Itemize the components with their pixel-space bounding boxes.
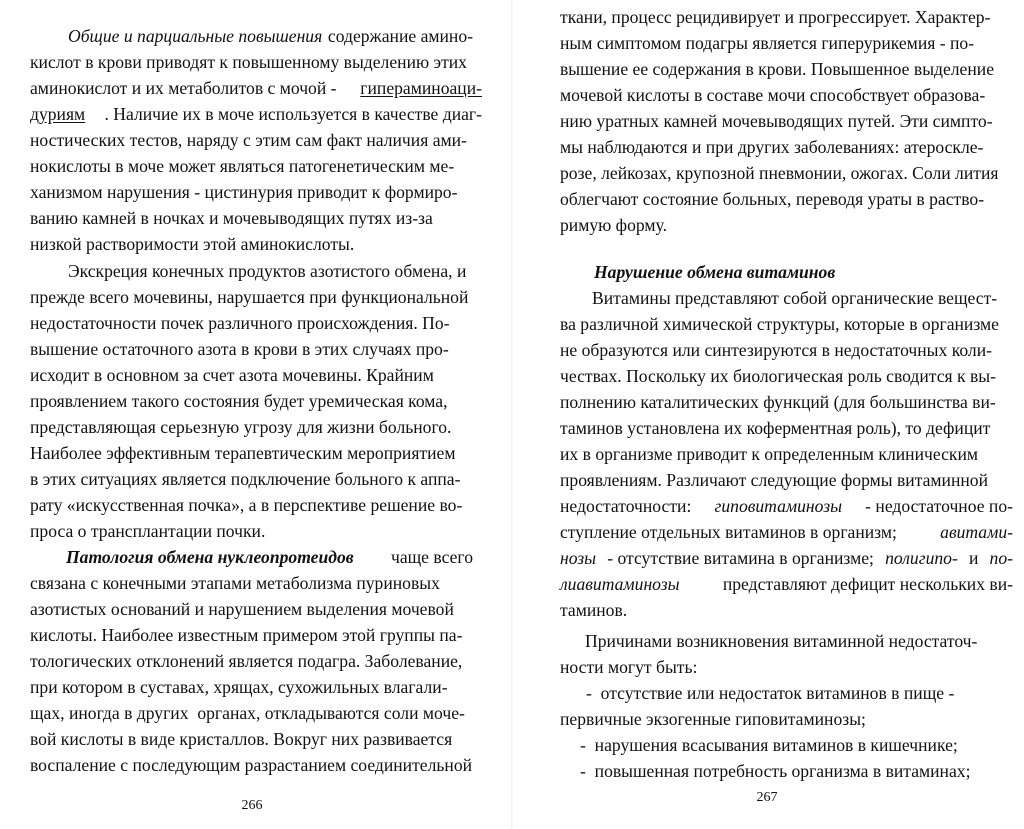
left-page-line — [30, 205, 482, 231]
right-page-text-segment: таминов. — [560, 600, 628, 620]
left-page-text-segment: чаще всего — [390, 547, 473, 567]
right-page-line — [560, 519, 1013, 545]
right-page-line — [560, 597, 1013, 623]
left-page-text-segment: тологических отклонений является подагра. Заболевание, — [30, 651, 463, 671]
right-page-text-segment: таминов установлена их коферментная роль), то дефицит — [560, 418, 991, 438]
right-page-text-segment: нию уратных камней мочевыводящих путей. Эти симпто- — [560, 111, 993, 131]
right-page-line — [560, 415, 1013, 441]
left-page-line — [66, 544, 473, 570]
left-page-text-segment: кислот в крови приводят к повышенному выделению этих — [30, 52, 467, 72]
right-page-line — [560, 467, 1013, 493]
left-page-line — [30, 310, 482, 336]
right-page-text-segment: - повышенная потребность организма в витаминах; — [580, 761, 971, 781]
right-page-text-segment: облегчают состояние больных, переводя ураты в раство- — [560, 189, 985, 209]
right-page-line — [560, 82, 1013, 108]
left-page-line — [30, 570, 473, 596]
right-page-line — [560, 389, 1013, 415]
right-page-text-segment: - отсутствие или недостаток витаминов в пище - — [586, 683, 955, 703]
left-page-text-segment: Патология обмена нуклеопротеидов — [66, 547, 354, 567]
right-page-text-segment: проявлениям. Различают следующие формы витаминной — [560, 470, 989, 490]
right-page-line — [560, 311, 1013, 337]
right-page-text-segment: Причинами возникновения витаминной недостаточ- — [585, 631, 978, 651]
left-page-line — [30, 648, 473, 674]
right-page-line — [560, 30, 1013, 56]
right-page-text-segment: мы наблюдаются и при других заболеваниях: атероскле- — [560, 137, 984, 157]
left-page-text-segment: кислоты. Наиболее известным примером этой группы па- — [30, 625, 463, 645]
left-page-line — [30, 127, 482, 153]
right-page-text-segment: ным симптомом подагры является гиперурикемия - по- — [560, 33, 975, 53]
left-page-text-segment: исходит в основном за счет азота мочевины. Крайним — [30, 365, 434, 385]
right-page-line — [585, 628, 1000, 654]
left-page-text-segment: в этих ситуациях является подключение больного к аппа- — [30, 469, 461, 489]
left-page-line — [30, 179, 482, 205]
right-page-line — [560, 545, 1013, 571]
left-page-text-segment: связана с конечными этапами метаболизма пуриновых — [30, 573, 440, 593]
left-page-text-segment: проса о трансплантации почки. — [30, 521, 266, 541]
left-page-line — [30, 466, 482, 492]
right-page-line — [580, 732, 1000, 758]
left-page-line — [30, 153, 482, 179]
right-page-text-segment: лиавитаминозы — [560, 574, 680, 594]
left-page-text-segment: Наиболее эффективным терапевтическим мероприятием — [30, 443, 456, 463]
right-page-text-segment: нозы — [560, 548, 597, 568]
right-page-line — [560, 493, 1013, 519]
left-page-line — [30, 75, 482, 101]
page-number-right: 267 — [756, 790, 778, 805]
left-page-line — [30, 231, 482, 257]
left-page-line — [30, 440, 482, 466]
right-page-line — [560, 706, 1000, 732]
left-page-text-segment: Общие и парциальные повышения — [68, 26, 323, 46]
left-page-line — [30, 596, 473, 622]
right-page-line — [560, 571, 1013, 597]
left-page-line — [30, 518, 482, 544]
left-page-line — [30, 284, 482, 310]
left-page-text-segment: при котором в суставах, хрящах, сухожильных влагали- — [30, 677, 448, 697]
right-page-text-segment: по- — [989, 548, 1013, 568]
right-page-line — [560, 441, 1013, 467]
left-page-line — [68, 258, 482, 284]
right-page-text-segment: чествах. Поскольку их биологическая роль сводится к вы- — [560, 366, 996, 386]
left-page-text-segment: Экскреция конечных продуктов азотистого обмена, и — [68, 261, 467, 281]
left-page-text-segment: ностических тестов, наряду с этим сам факт наличия ами- — [30, 130, 467, 150]
right-page-text-segment: недостаточности: — [560, 496, 692, 516]
left-page-text-segment: гипераминоаци- — [360, 78, 482, 98]
right-page-text-segment: мочевой кислоты в составе мочи способствует образова- — [560, 85, 986, 105]
left-page-line — [30, 492, 482, 518]
left-page-text-segment: вой кислоты в виде кристаллов. Вокруг них развивается — [30, 729, 453, 749]
right-page-text-segment: ности могут быть: — [560, 657, 698, 677]
left-page-line — [30, 101, 482, 127]
left-page-text-segment: щах, иногда в других органах, откладываются соли моче- — [30, 703, 465, 723]
left-page-text-segment: ханизмом нарушения - цистинурия приводит к формиро- — [30, 182, 458, 202]
left-page-text-segment: вышение остаточного азота в крови в этих случаях про- — [30, 339, 449, 359]
left-page-text-segment: ванию камней в ночках и мочевыводящих путях из-за — [30, 208, 433, 228]
right-page-text-segment: вышение ее содержания в крови. Повышенное выделение — [560, 59, 995, 79]
left-page-text-segment: прежде всего мочевины, нарушается при функциональной — [30, 287, 469, 307]
left-page-text-segment: недостаточности почек различного происхождения. По- — [30, 313, 450, 333]
right-page-text-segment: и — [968, 548, 979, 568]
right-page-text-segment: гиповитаминозы — [714, 496, 842, 516]
right-page-text-segment: не образуются или синтезируются в недостаточных коли- — [560, 340, 992, 360]
right-page-text-segment: первичные экзогенные гиповитаминозы; — [560, 709, 866, 729]
left-page-text-segment: низкой растворимости этой аминокислоты. — [30, 234, 355, 254]
left-page-line — [30, 752, 473, 778]
right-page-text-segment: ткани, процесс рецидивирует и прогрессирует. Характер- — [560, 7, 991, 27]
right-page-text-segment: римую форму. — [560, 215, 667, 235]
left-page-line — [30, 414, 482, 440]
right-page-text-segment: розе, лейкозах, крупозной пневмонии, ожогах. Соли лития — [560, 163, 999, 183]
right-page-line — [586, 680, 1000, 706]
right-page-line — [560, 363, 1013, 389]
left-page-text-segment: аминокислот и их метаболитов с мочой - — [30, 78, 337, 98]
right-page-line — [560, 160, 1013, 186]
section-heading: Нарушение обмена витаминов — [594, 262, 836, 282]
left-page-text-segment: азотистых оснований и нарушением выделения мочевой — [30, 599, 454, 619]
right-page-line — [560, 134, 1013, 160]
right-page-text-segment: полнению каталитических функций (для большинства ви- — [560, 392, 996, 412]
right-page-line — [580, 758, 1000, 784]
right-page-line — [560, 212, 1013, 238]
right-page-text-segment: ва различной химической структуры, которые в организме — [560, 314, 999, 334]
right-page-text-segment: их в организме приводит к определенным клиническим — [560, 444, 979, 464]
left-page-text-segment: проявлением такого состояния будет уремическая кома, — [30, 391, 448, 411]
right-page-line — [560, 4, 1013, 30]
left-page-text-segment: представляющая серьезную угрозу для жизни больного. — [30, 417, 452, 437]
left-page-text-segment: . Наличие их в моче используется в качестве диаг- — [104, 104, 482, 124]
left-page-line — [30, 362, 482, 388]
right-page-text-segment: полигипо- — [885, 548, 958, 568]
left-page-line — [30, 388, 482, 414]
right-page-line — [560, 337, 1013, 363]
right-page-text-segment: авитами- — [940, 522, 1013, 542]
right-page-text-segment: - отсутствие витамина в организме; — [607, 548, 874, 568]
right-page-line — [560, 56, 1013, 82]
left-page-text-segment: воспаление с последующим разрастанием соединительной — [30, 755, 473, 775]
right-page-text-segment: - недостаточное по- — [865, 496, 1013, 516]
left-page-line — [30, 336, 482, 362]
left-page-line — [30, 700, 473, 726]
right-page-line — [560, 654, 1000, 680]
right-page-line — [592, 285, 1013, 311]
page-number-left: 266 — [241, 798, 263, 813]
right-page-text-segment: ступление отдельных витаминов в организм; — [560, 522, 897, 542]
left-page-line — [30, 726, 473, 752]
left-page-text-segment: нокислоты в моче может являться патогенетическим ме- — [30, 156, 455, 176]
left-page-line — [30, 622, 473, 648]
right-page-text-segment: представляют дефицит нескольких ви- — [722, 574, 1013, 594]
left-page-text-segment: дуриям — [30, 104, 86, 124]
right-page-text-segment: Витамины представляют собой органические вещест- — [592, 288, 998, 308]
left-page-line — [30, 674, 473, 700]
left-page-line — [68, 23, 473, 49]
right-page-line — [560, 108, 1013, 134]
right-page-text-segment: - нарушения всасывания витаминов в кишечнике; — [580, 735, 958, 755]
right-page-line — [560, 186, 1013, 212]
left-page-text-segment: содержание амино- — [327, 26, 473, 46]
left-page-text-segment: рату «искусственная почка», а в перспективе решение во- — [30, 495, 463, 515]
left-page-line — [30, 49, 482, 75]
